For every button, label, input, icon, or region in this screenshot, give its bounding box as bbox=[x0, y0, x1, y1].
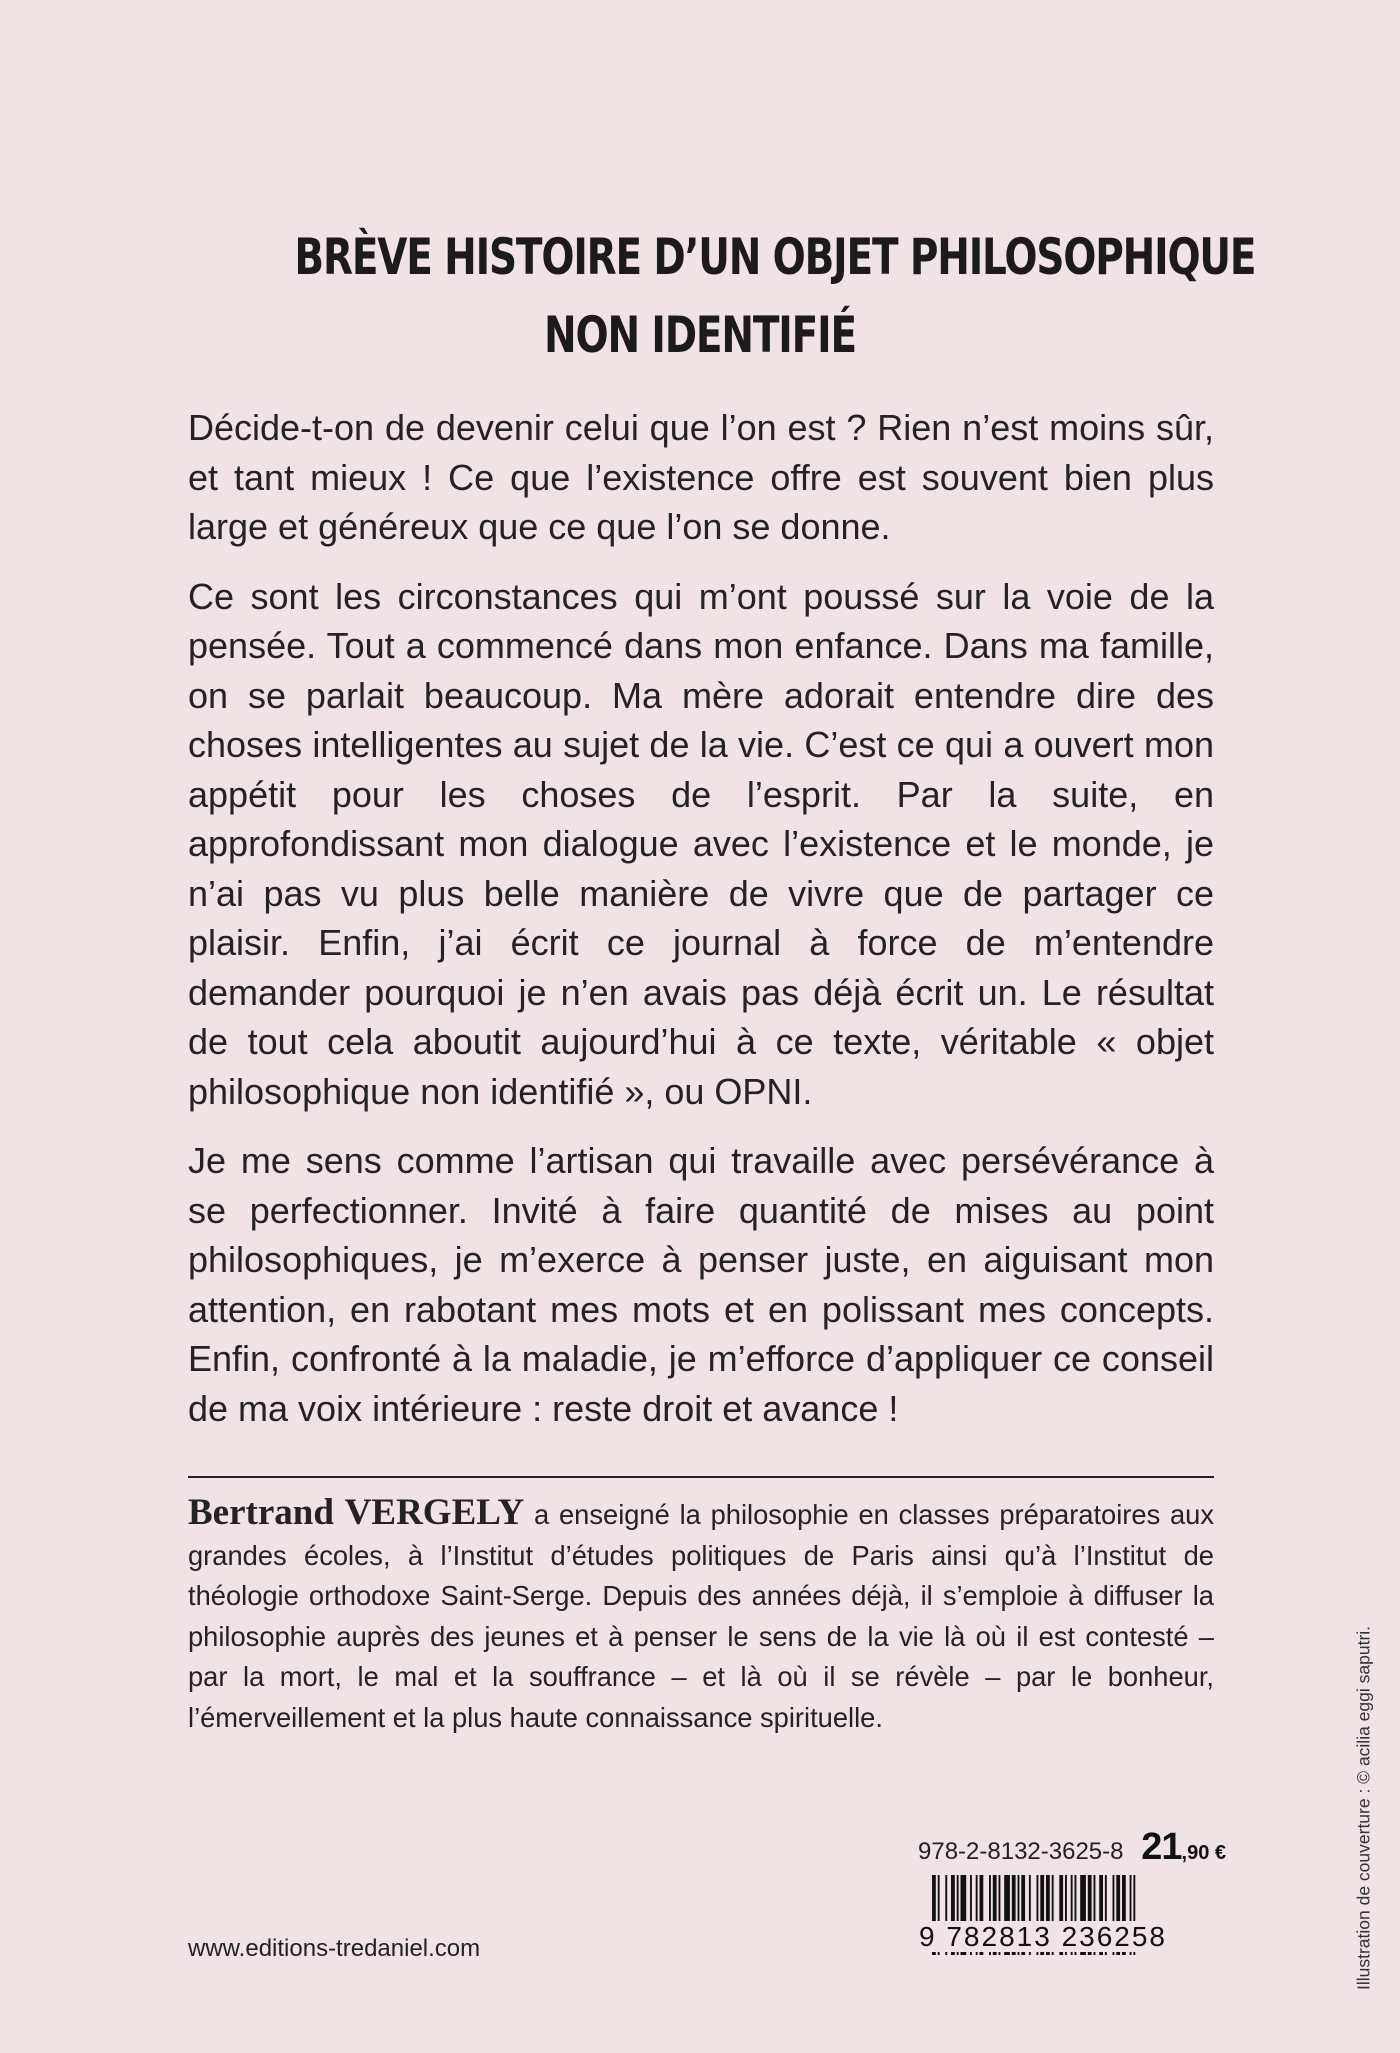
section-divider bbox=[188, 1476, 1214, 1478]
author-bio-text: a enseigné la philosophie en classes préparatoires aux grandes écoles, à l’Institut d’études politiques de Paris ainsi qu’à l’Institut de théologie orthodoxe Saint-Serge. Depuis des années déjà, il s’emploie à diffuser la philosophie auprès des jeunes et à penser le sens de la vie là où il est contesté – par la mort, le mal et la souffrance – et là où il se révèle – par le bonheur, l’émerveillement et la plus haute connaissance spirituelle. bbox=[188, 1499, 1214, 1733]
blurb bbox=[188, 403, 1214, 1453]
price bbox=[1141, 1826, 1226, 1869]
title-line-2: NON IDENTIFIÉ bbox=[544, 306, 856, 364]
barcode-digits bbox=[918, 1921, 1226, 1953]
publisher-website: www.editions-tredaniel.com bbox=[188, 1935, 481, 1962]
title-line-1: BRÈVE HISTOIRE D’UN OBJET PHILOSOPHIQUE bbox=[294, 228, 1256, 286]
isbn-price-row bbox=[918, 1826, 1226, 1869]
blurb-paragraph: Ce sont les circonstances qui m’ont poussé sur la voie de la pensée. Tout a commencé dans mon enfance. Dans ma famille, on se parlait beaucoup. Ma mère adorait entendre dire des choses intelligentes au sujet de la vie. C’est ce qui a ouvert mon appétit pour les choses de l’esprit. Par la suite, en approfondissant mon dialogue avec l’existence et le monde, je n’ai pas vu plus belle manière de vivre que de partager ce plaisir. Enfin, j’ai écrit ce journal à force de m’entendre demander pourquoi je n’en avais pas déjà écrit un. Le résultat de tout cela aboutit aujourd’hui à ce texte, véritable « objet philosophique non identifié », ou OPNI. bbox=[188, 575, 1214, 1112]
price-decimal: ,90 € bbox=[1181, 1842, 1226, 1864]
cover-credit: Illustration de couverture : © acilia eggi saputri. bbox=[1353, 1625, 1374, 1991]
barcode-digits-text: 9 782813 236258 bbox=[919, 1921, 1167, 1952]
blurb-paragraph: Je me sens comme l’artisan qui travaille avec persévérance à se perfectionner. Invité à faire quantité de mises au point philosophiques, je m’exerce à penser juste, en aiguisant mon attention, en rabotant mes mots et en polissant mes concepts. Enfin, confronté à la maladie, je m’efforce d’appliquer ce conseil de ma voix intérieure : reste droit et avance ! bbox=[188, 1140, 1214, 1429]
author-bio bbox=[188, 1493, 1214, 1738]
price-integer: 21 bbox=[1141, 1826, 1182, 1868]
blurb-paragraph: Décide-t-on de devenir celui que l’on est ? Rien n’est moins sûr, et tant mieux ! Ce que l’existence offre est souvent bien plus large et généreux que ce que l’on se donne. bbox=[188, 407, 1214, 547]
isbn-number: 978-2-8132-3625-8 bbox=[918, 1838, 1124, 1865]
author-name: Bertrand VERGELY bbox=[188, 1492, 525, 1533]
book-title bbox=[294, 218, 1256, 374]
